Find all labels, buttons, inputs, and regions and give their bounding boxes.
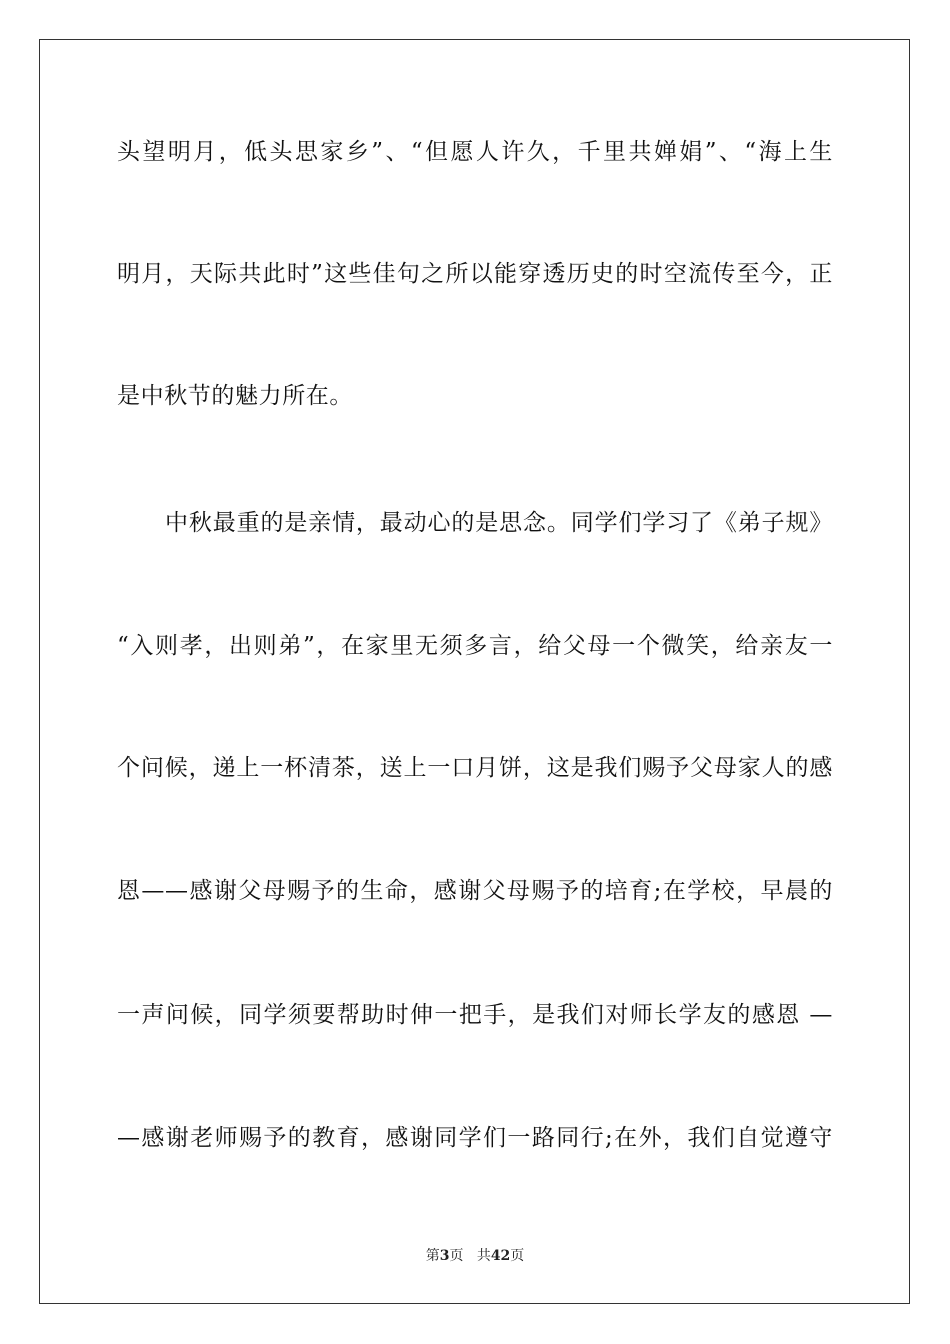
- page-number: 3: [439, 1248, 450, 1264]
- text-line: 个问候，递上一杯清茶，送上一口月饼，这是我们赐予父母家人的感: [117, 755, 833, 781]
- text-line: 恩——感谢父母赐予的生命，感谢父母赐予的培育;在学校，早晨的: [117, 878, 833, 904]
- text-line: 是中秋节的魅力所在。: [117, 383, 353, 409]
- page-suffix: 页: [449, 1248, 464, 1264]
- text-line: 明月，天际共此时”这些佳句之所以能穿透历史的时空流传至今，正: [117, 261, 833, 287]
- page-prefix: 第: [425, 1248, 440, 1264]
- text-line: 一声问候，同学须要帮助时伸一把手，是我们对师长学友的感恩 —: [117, 1002, 833, 1028]
- page-border: [39, 39, 910, 1304]
- page-footer: [0, 1246, 950, 1266]
- paragraph-first-line: 中秋最重的是亲情，最动心的是思念。同学们学习了《弟子规》: [165, 510, 833, 536]
- total-prefix: 共: [476, 1248, 491, 1264]
- total-suffix: 页: [510, 1248, 525, 1264]
- text-line: 头望明月，低头思家乡”、“但愿人许久，千里共婵娟”、“海上生: [117, 139, 833, 165]
- text-line: —感谢老师赐予的教育，感谢同学们一路同行;在外，我们自觉遵守: [117, 1125, 833, 1151]
- text-line: “入则孝，出则弟”，在家里无须多言，给父母一个微笑，给亲友一: [117, 633, 833, 659]
- total-pages: 42: [490, 1248, 511, 1264]
